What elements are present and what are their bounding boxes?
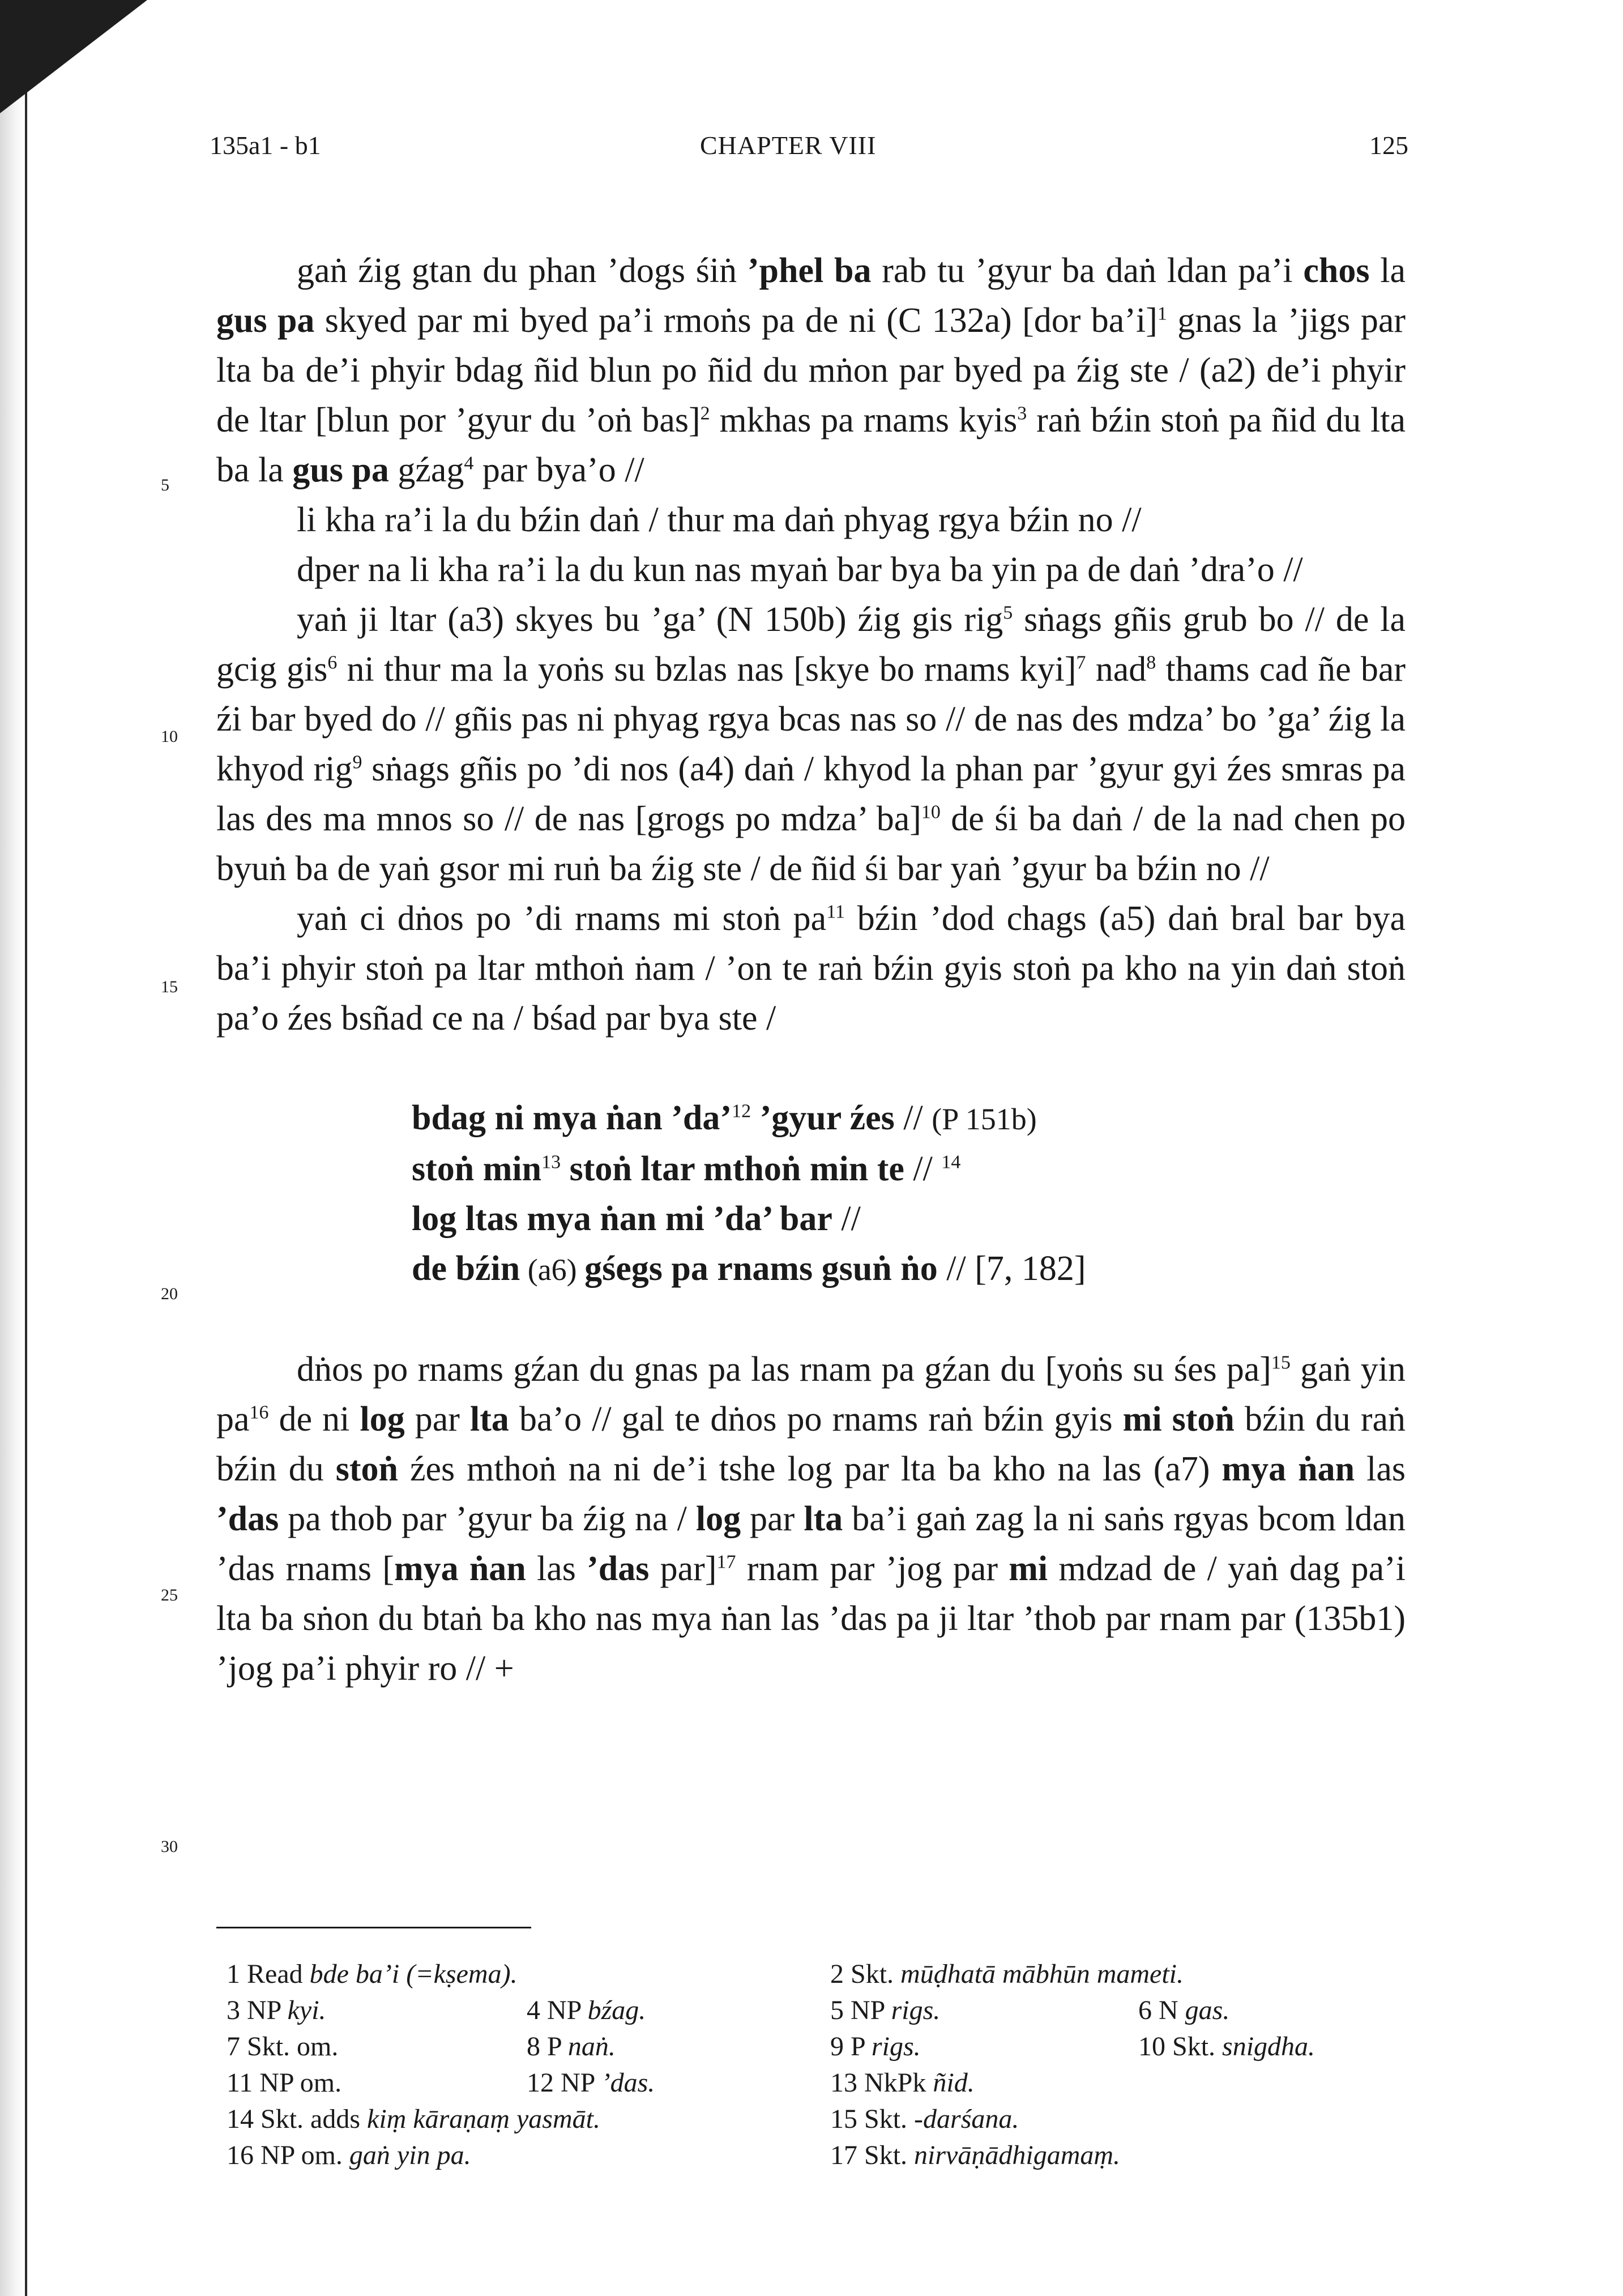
verse-text: de bźin <box>412 1249 520 1288</box>
footnote-marker: 14 <box>941 1151 961 1173</box>
footnote-8 <box>527 2031 616 2063</box>
fn-label: 16 NP om. <box>227 2140 349 2170</box>
footnote-marker: 1 <box>1157 303 1167 325</box>
footnote-3 <box>227 1995 326 2026</box>
footnote-7 <box>227 2031 338 2063</box>
text-run: mdzad de / yaṅ dag pa’i lta ba sṅon du btaṅ ba kho nas mya ṅan las ’das pa ji ltar ’thob par rnam par (135b1) ’jog pa’i phyir ro // + <box>216 1550 1406 1688</box>
fn-label: 14 Skt. adds <box>227 2104 368 2134</box>
text-run: pa thob par ’gyur ba źig na / <box>279 1500 696 1538</box>
fn-variant: ’das. <box>601 2068 655 2098</box>
footnote-marker: 13 <box>541 1151 561 1173</box>
chapter-title: CHAPTER VIII <box>700 131 877 160</box>
bold-term: stoṅ <box>335 1450 398 1488</box>
text-run: de śi ba daṅ / de la nad chen po byuṅ ba de yaṅ gsor mi ruṅ ba źig ste / de ñid śi bar yaṅ ’gyur ba bźin no // <box>216 800 1406 888</box>
text-run: bźin ’dod chags (a5) daṅ bral bar bya ba’i phyir stoṅ pa ltar mthoṅ ṅam / ’on te raṅ bźin gyis stoṅ pa kho na yin daṅ stoṅ pa’o źes bsñad ce na / bśad par bya ste / <box>216 899 1406 1038</box>
footnote-16 <box>227 2140 471 2171</box>
bold-term: ’phel ba <box>747 251 872 290</box>
fn-variant: rigs. <box>871 2032 921 2062</box>
text-run: ni thur ma la yoṅs su bzlas nas [skye bo rnams kyi] <box>337 650 1077 689</box>
text-run: raṅ bźin stoṅ pa ñid du lta ba la <box>216 401 1406 489</box>
text-run: dṅos po rnams gźan du gnas pa las rnam pa gźan du [yoṅs su śes pa] <box>297 1350 1271 1389</box>
bold-term: log <box>695 1500 741 1538</box>
text-run: skyed par mi byed pa’i rmoṅs pa de ni (C 132a) [dor ba’i] <box>314 301 1158 340</box>
footnote-14 <box>227 2103 600 2135</box>
text-run: nad <box>1086 650 1147 689</box>
text-run: gaṅ yin pa <box>216 1350 1406 1439</box>
paragraph-5 <box>216 894 1406 1043</box>
footnote-marker: 2 <box>700 403 710 424</box>
text-run: źes mthoṅ na ni de’i tshe log par lta ba kho na las (a7) <box>398 1450 1222 1488</box>
fn-variant: rigs. <box>891 1995 941 2025</box>
fn-variant: nirvāṇādhigamaṃ. <box>914 2140 1121 2170</box>
fn-variant: kyi. <box>287 1995 326 2025</box>
fn-label: 2 Skt. <box>830 1959 901 1989</box>
footnote-11 <box>227 2067 341 2099</box>
verse-text: bdag ni mya ṅan ’da’ <box>412 1099 732 1137</box>
fn-variant: bde ba’i (=kṣema). <box>309 1959 518 1989</box>
fn-label: 17 Skt. <box>830 2140 915 2170</box>
text-run: bźin du raṅ bźin du <box>216 1400 1406 1488</box>
bold-term: mi stoṅ <box>1122 1400 1235 1439</box>
fn-variant: kiṃ kāraṇaṃ yasmāt. <box>367 2104 600 2134</box>
fn-variant: gaṅ yin pa. <box>349 2140 471 2170</box>
bold-term: mi <box>1009 1550 1048 1588</box>
fn-label: 13 NkPk <box>830 2068 933 2098</box>
footnote-17 <box>830 2140 1120 2171</box>
footnote-marker: 4 <box>464 453 474 474</box>
line-number-30: 30 <box>161 1837 178 1856</box>
text-run: sṅags gñis grub bo // de la gcig gis <box>216 600 1406 689</box>
text-run: yaṅ ci dṅos po ’di rnams mi stoṅ pa <box>297 899 827 938</box>
folio-reference: 135a1 - b1 <box>210 131 321 160</box>
footnote-marker: 8 <box>1146 652 1156 673</box>
paragraph-2: li kha ra’i la du bźin daṅ / thur ma daṅ phyag rgya bźin no // <box>297 501 1142 539</box>
footnote-marker: 5 <box>1003 602 1013 624</box>
footnote-15 <box>830 2103 1019 2135</box>
text-run: ba’i gaṅ zag la ni saṅs rgyas bcom ldan ’das rnams [ <box>216 1500 1406 1588</box>
fn-label: 11 NP om. <box>227 2068 342 2098</box>
verse-punct: // [7, 182] <box>937 1249 1086 1288</box>
manuscript-ref: (a6) <box>520 1253 585 1287</box>
text-run: ba’o // gal te dṅos po rnams raṅ bźin gyis <box>509 1400 1123 1439</box>
text-run: gźag <box>388 451 464 489</box>
verse-block <box>412 1093 1406 1295</box>
bold-term: ’das <box>587 1550 650 1588</box>
footnote-4 <box>527 1995 646 2026</box>
fn-label: 6 N <box>1138 1995 1185 2025</box>
fn-label: 12 NP <box>527 2068 601 2098</box>
bold-term: ’das <box>216 1500 279 1538</box>
text-run: las <box>1355 1450 1406 1488</box>
corner-fold-shadow <box>0 0 147 113</box>
fn-label: 10 Skt. <box>1138 2032 1223 2062</box>
fn-variant: gas. <box>1185 1995 1230 2025</box>
fn-variant: snigdha. <box>1222 2032 1316 2062</box>
fn-label: 7 Skt. om. <box>227 2032 339 2062</box>
fn-variant: naṅ. <box>567 2032 616 2062</box>
bold-term: chos <box>1303 251 1370 290</box>
page-number: 125 <box>1369 131 1408 160</box>
page-edge-line <box>25 0 27 2296</box>
book-spine-shadow <box>0 0 25 2296</box>
footnote-5 <box>830 1995 940 2026</box>
text-run: rnam par ’jog par <box>736 1550 1009 1588</box>
footnote-2 <box>830 1958 1184 1990</box>
footnote-marker: 17 <box>716 1551 736 1573</box>
verse-text: stoṅ min <box>412 1150 542 1188</box>
footnote-marker: 3 <box>1017 403 1027 424</box>
line-number-5: 5 <box>161 476 169 494</box>
text-run: mkhas pa rnams kyis <box>710 401 1018 439</box>
footnote-13 <box>830 2067 975 2099</box>
verse-line-1 <box>412 1093 1406 1144</box>
paragraph-6 <box>216 1345 1406 1693</box>
verse-text: gśegs pa rnams gsuṅ ṅo <box>584 1249 938 1288</box>
text-run: par <box>741 1500 804 1538</box>
verse-text: stoṅ ltar mthoṅ min te <box>561 1150 904 1188</box>
text-run: yaṅ ji ltar (a3) skyes bu ’ga’ (N 150b) źig gis rig <box>297 600 1003 639</box>
footnote-12 <box>527 2067 655 2099</box>
fn-variant: mūḍhatā mābhūn mameti. <box>900 1959 1184 1989</box>
paragraph-1 <box>216 246 1406 495</box>
text-run: las <box>526 1550 587 1588</box>
fn-label: 3 NP <box>227 1995 288 2025</box>
footnote-marker: 10 <box>921 801 941 823</box>
verse-text: log ltas mya ṅan mi ’da’ bar <box>412 1200 832 1238</box>
verse-line-4 <box>412 1244 1406 1295</box>
main-text <box>216 246 1406 1693</box>
footnote-marker: 15 <box>1271 1352 1291 1373</box>
footnote-marker: 7 <box>1076 652 1086 673</box>
verse-line-3 <box>412 1194 1406 1244</box>
text-run: gnas la ’jigs par lta ba de’i phyir bdag ñid blun po ñid du mṅon par byed pa źig ste / (a2) de’i phyir de ltar [blun por ’gyur du ’oṅ bas] <box>216 301 1406 439</box>
fn-variant: -darśana. <box>914 2104 1019 2134</box>
footnote-marker: 11 <box>826 901 845 923</box>
footnote-marker: 12 <box>732 1100 751 1122</box>
bold-term: mya ṅan <box>394 1550 526 1588</box>
line-number-15: 15 <box>161 978 178 996</box>
fn-label: 8 P <box>527 2032 568 2062</box>
line-number-20: 20 <box>161 1284 178 1303</box>
footnote-marker: 6 <box>327 652 338 673</box>
text-run: de ni <box>268 1400 360 1439</box>
text-run: sṅags gñis po ’di nos (a4) daṅ / khyod la phan par ’gyur gyi źes smras pa las des ma mnos so // de nas [grogs po mdza’ ba] <box>216 750 1406 838</box>
footnote-marker: 9 <box>352 752 362 773</box>
fn-label: 9 P <box>830 2032 872 2062</box>
bold-term: log <box>360 1400 405 1439</box>
text-run: par <box>404 1400 471 1439</box>
fn-label: 5 NP <box>830 1995 891 2025</box>
bold-term: gus pa <box>216 301 315 340</box>
verse-line-2 <box>412 1144 1406 1194</box>
bold-term: gus pa <box>292 451 389 489</box>
text-run: par] <box>649 1550 717 1588</box>
text-run: rab tu ’gyur ba daṅ ldan pa’i <box>871 251 1304 290</box>
text-run: par bya’o // <box>473 451 644 489</box>
bold-term: mya ṅan <box>1221 1450 1355 1488</box>
line-number-25: 25 <box>161 1586 178 1604</box>
line-number-10: 10 <box>161 727 178 746</box>
fn-variant: ñid. <box>933 2068 975 2098</box>
footnote-10 <box>1138 2031 1315 2063</box>
text-run: gaṅ źig gtan du phan ’dogs śiṅ <box>297 251 748 290</box>
verse-text: ’gyur źes <box>751 1099 895 1137</box>
bold-term: lta <box>804 1500 843 1538</box>
text-run: la <box>1369 251 1406 290</box>
fn-label: 1 Read <box>227 1959 310 1989</box>
bold-term: lta <box>470 1400 509 1439</box>
footnote-rule <box>216 1927 531 1928</box>
fn-label: 15 Skt. <box>830 2104 915 2134</box>
footnote-9 <box>830 2031 921 2063</box>
verse-punct: // <box>894 1099 932 1137</box>
footnote-6 <box>1138 1995 1229 2026</box>
manuscript-ref: (P 151b) <box>932 1102 1037 1136</box>
fn-variant: bźag. <box>587 1995 646 2025</box>
paragraph-3: dper na li kha ra’i la du kun nas myaṅ bar bya ba yin pa de daṅ ’dra’o // <box>297 550 1303 589</box>
paragraph-4 <box>216 595 1406 894</box>
footnote-marker: 16 <box>249 1402 269 1423</box>
text-run: thams cad ñe bar źi bar byed do // gñis pas ni phyag rgya bcas nas so // de nas des mdza’ bo ’ga’ źig la khyod rig <box>216 650 1406 788</box>
verse-punct: // <box>832 1200 861 1238</box>
fn-label: 4 NP <box>527 1995 588 2025</box>
verse-punct: // <box>904 1150 942 1188</box>
footnote-1 <box>227 1958 518 1990</box>
